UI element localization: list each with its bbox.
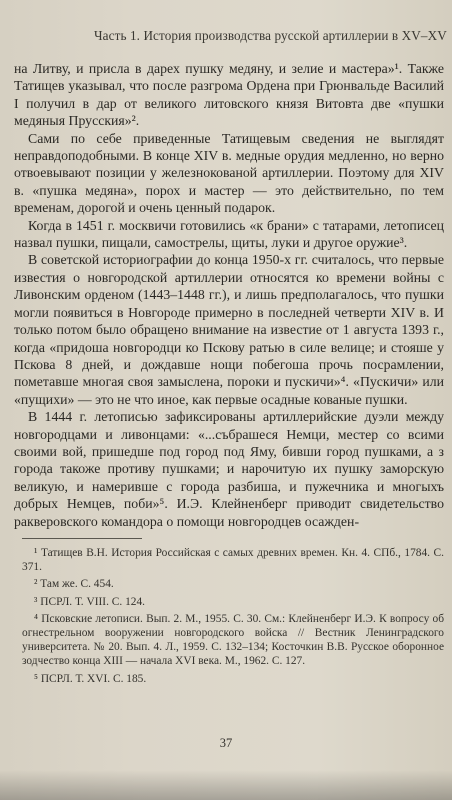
paragraph: В советской историографии до конца 1950-х гг. считалось, что первые известия о новгородской артиллерии относятся ко времени войны с Ливонским орденом (1443–1448 гг.), и лишь предполагалось, что пушки могли появиться в Новгороде примерно в последней четверти XIV в. И только потом было обращено внимание на известие от 1 августа 1393 г., когда «придоша новгородци ко Пскову ратью в силе велице; и стояше у Пскова 8 дней, и дождавше нощи побегоша прочь посрамлении, пометавше многая своя замыслена, пороки и пускичи»⁴. «Пускичи» или «пущихи» — это не что иное, как первые осадные кованые пушки. xyxy=(14,252,444,407)
footnote: ³ ПСРЛ. Т. VIII. С. 124. xyxy=(34,595,146,608)
page-number: 37 xyxy=(219,736,233,750)
paragraph: В 1444 г. летописью зафиксированы артиллерийские дуэли между новгородцами и ливонцами: «...събрашеся Немци, местер со всими своими вой, пришедше под город под Яму, бивши город пушками, а з города такоже противу пушками; и нарочитую их пушку заморскую великую, и намеривше с города разбиша, и пужечника и многыхъ добрых Немцев, поби»⁵. И.Э. Клейненберг приводит свидетельство ракверовского командора о помощи новгородцев осажден- xyxy=(14,409,444,529)
footnote-divider xyxy=(22,538,142,539)
footnote: ⁵ ПСРЛ. Т. XVI. С. 185. xyxy=(34,672,147,685)
footnote: ² Там же. С. 454. xyxy=(34,578,114,591)
footnote: ¹ Татищев В.Н. История Российская с самых древних времен. Кн. 4. СПб., 1784. С. 371. xyxy=(22,547,444,574)
paragraph: Сами по себе приведенные Татищевым сведения не выглядят неправдоподобными. В конце XIV в. медные орудия медленно, но верно отвоевывают позиции у железнокованой артиллерии. Поэтому для XIV в. «пушка медяна», порох и мастер — это действительно, по тем временам, дорогой и очень ценный подарок. xyxy=(14,130,444,216)
footnote: ⁴ Псковские летописи. Вып. 2. М., 1955. С. 30. См.: Клейненберг И.Э. К вопросу об огнестрельном вооружении новгородского войска // Вестник Ленинградского университета. № 20. Вып. 4. Л., 1959. С. 132–134; Косточкин В.В. Русское оборонное зодчество конца XIII — начала XVI века. М., 1962. С. 127. xyxy=(22,612,444,668)
main-text xyxy=(14,60,444,530)
footnotes xyxy=(22,546,444,689)
page-edge-shadow xyxy=(0,770,452,800)
paragraph: на Литву, и присла в дарех пушку медяну, и зелие и мастера»¹. Также Татищев указывал, что после разгрома Ордена при Грюнвальде Василий I получил в дар от великого литовского князя Витовта две «пушки медяныя Прусския»². xyxy=(14,61,444,129)
paragraph: Когда в 1451 г. москвичи готовились «к брани» с татарами, летописец назвал пушки, пищали, самострелы, щиты, луки и другое оружие³. xyxy=(14,217,444,251)
running-header: Часть 1. История производства русской артиллерии в XV–XV xyxy=(94,28,447,43)
